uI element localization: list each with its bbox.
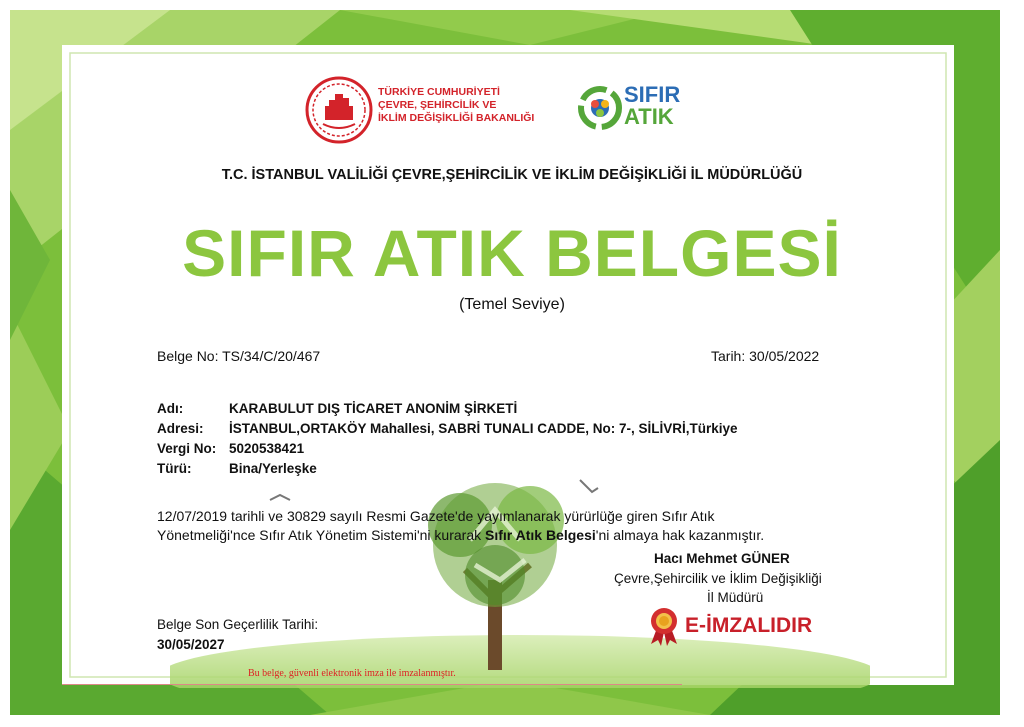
sifir-logo-word-2: ATIK <box>624 104 674 129</box>
certificate-number: Belge No: TS/34/C/20/467 <box>157 348 321 364</box>
footnote-divider <box>62 684 682 685</box>
sifir-atik-logo-icon <box>578 80 622 136</box>
sifir-atik-logo-text <box>624 84 680 128</box>
statement-line-2-prefix: Yönetmeliği'nce Sıfır Atık Yönetim Sistemi'ni kurarak <box>157 527 486 543</box>
statement-line-1: 12/07/2019 tarihli ve 30829 sayılı Resmi Gazete'de yayımlanarak yürürlüğe giren Sıfır Atık <box>157 508 715 524</box>
name-value: KARABULUT DIŞ TİCARET ANONİM ŞİRKETİ <box>229 401 518 416</box>
statement-line-2 <box>157 527 764 543</box>
ministry-line-1: TÜRKİYE CUMHURİYETİ <box>378 86 500 98</box>
address-value: İSTANBUL,ORTAKÖY Mahallesi, SABRİ TUNALI CADDE, No: 7-, SİLİVRİ,Türkiye <box>229 421 738 436</box>
sifir-logo-word-1: SIFIR <box>624 82 681 107</box>
ministry-line-3: İKLİM DEĞİŞİKLİĞİ BAKANLIĞI <box>378 112 535 124</box>
detail-row-address <box>157 421 738 436</box>
ministry-line-2: ÇEVRE, ŞEHİRCİLİK VE <box>378 99 497 111</box>
address-label: Adresi: <box>157 421 204 436</box>
e-signature-stamp: E-İMZALIDIR <box>685 614 813 637</box>
statement-line-2-bold: Sıfır Atık Belgesi <box>485 527 596 543</box>
footnote: Bu belge, güvenli elektronik imza ile imzalanmıştır. <box>248 668 456 679</box>
name-label: Adı: <box>157 401 184 416</box>
ministry-emblem-icon <box>305 76 373 144</box>
detail-row-name <box>157 401 517 416</box>
certificate-title: SIFIR ATIK BELGESİ <box>182 216 842 290</box>
tax-value: 5020538421 <box>229 441 305 456</box>
validity-date: 30/05/2027 <box>157 637 225 652</box>
detail-row-tax <box>157 441 304 456</box>
certificate-date: Tarih: 30/05/2022 <box>711 348 820 364</box>
type-value: Bina/Yerleşke <box>229 461 317 476</box>
signature-seal-icon <box>647 606 681 646</box>
type-label: Türü: <box>157 461 192 476</box>
signatory-name: Hacı Mehmet GÜNER <box>654 551 790 566</box>
signatory-title-1: Çevre,Şehircilik ve İklim Değişikliği <box>614 571 822 586</box>
ministry-name <box>378 86 534 125</box>
statement-line-2-suffix: 'ni almaya hak kazanmıştır. <box>595 527 765 543</box>
signatory-title-2: İl Müdürü <box>707 590 764 605</box>
certificate-level: (Temel Seviye) <box>459 296 565 313</box>
validity-label: Belge Son Geçerlilik Tarihi: <box>157 617 319 632</box>
tax-label: Vergi No: <box>157 441 217 456</box>
issuing-authority-title: T.C. İSTANBUL VALİLİĞİ ÇEVRE,ŞEHİRCİLİK VE İKLİM DEĞİŞİKLİĞİ İL MÜDÜRLÜĞÜ <box>221 167 803 183</box>
